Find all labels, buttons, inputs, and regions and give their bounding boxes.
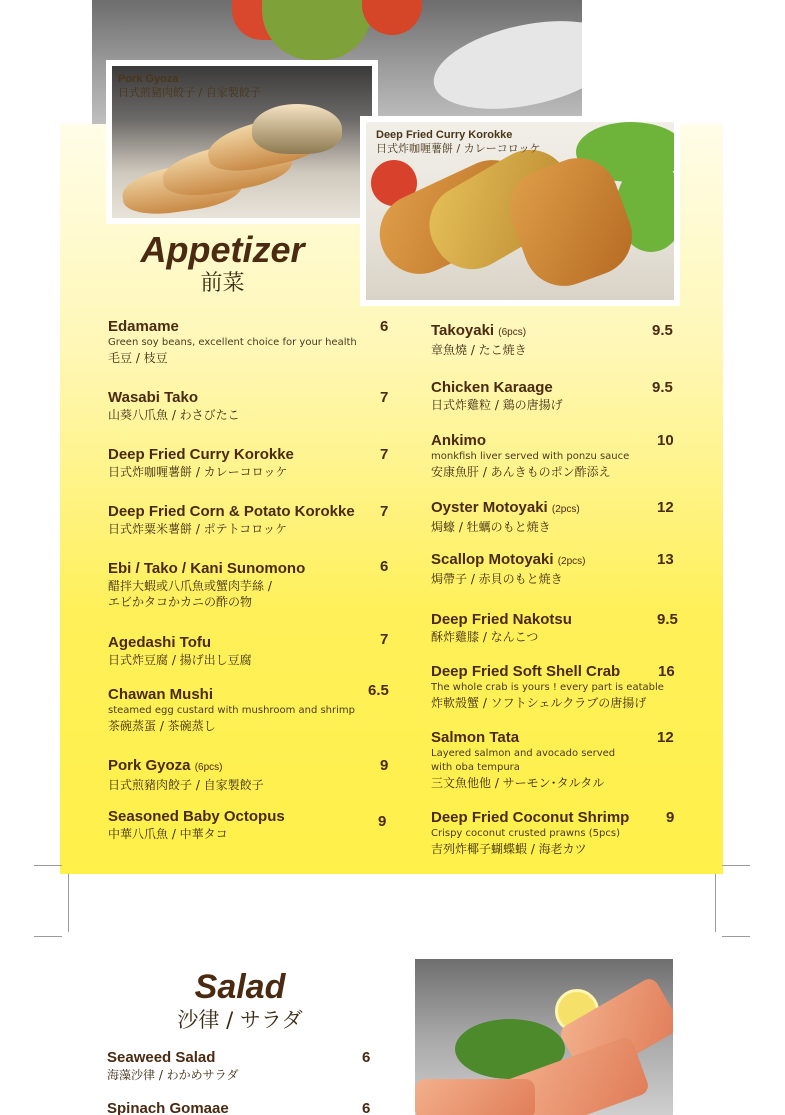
item-price: 6 (362, 1100, 371, 1115)
menu-item (108, 389, 388, 423)
item-name: Deep Fried Coconut Shrimp (431, 809, 630, 826)
item-japanese-name: 章魚燒 / たこ焼き (431, 343, 527, 357)
item-price: 9 (666, 809, 675, 826)
item-japanese-name: 日式炸雞粒 / 鶏の唐揚げ (431, 398, 563, 412)
gyoza-photo-caption (118, 72, 261, 100)
appetizer-subtitle: 前菜 (200, 271, 245, 296)
item-name: Seaweed Salad (107, 1049, 216, 1066)
item-japanese-name: 吉列炸椰子蝴蝶蝦 / 海老カツ (431, 842, 587, 856)
item-price: 7 (380, 389, 389, 406)
item-quantity: (2pcs) (557, 556, 586, 567)
item-japanese-name: 安康魚肝 / あんきものポン酢添え (431, 465, 611, 479)
salad-title: Salad (194, 968, 286, 1006)
item-price: 6 (380, 558, 389, 575)
item-price: 12 (657, 499, 674, 516)
item-price: 9.5 (657, 611, 678, 628)
crop-mark (34, 865, 62, 866)
item-japanese-name: 茶碗蒸蛋 / 茶碗蒸し (108, 719, 216, 733)
item-name: Chicken Karaage (431, 379, 553, 396)
item-japanese-name: 日式炸粟米薯餅 / ポテトコロッケ (108, 522, 287, 536)
item-price: 7 (380, 631, 389, 648)
item-name: Seasoned Baby Octopus (108, 808, 285, 825)
item-name: Salmon Tata (431, 729, 520, 746)
item-name: Deep Fried Nakotsu (431, 611, 572, 628)
item-price: 16 (658, 663, 675, 680)
item-japanese-name: 中華八爪魚 / 中華タコ (108, 827, 228, 841)
item-description-line2: with oba tempura (431, 762, 520, 773)
appetizer-title: Appetizer (140, 229, 305, 270)
item-japanese-name: 日式炸豆腐 / 揚げ出し豆腐 (108, 653, 252, 667)
item-price: 10 (657, 432, 674, 449)
item-japanese-name: 三文魚他他 / サーモン･タルタル (431, 776, 605, 790)
item-description: monkfish liver served with ponzu sauce (431, 451, 630, 462)
item-japanese-name: 炸軟殼蟹 / ソフトシェルクラブの唐揚げ (431, 696, 647, 710)
item-japanese-name: 焗蠔 / 牡蠣のもと焼き (431, 520, 551, 534)
item-name-row (108, 757, 388, 777)
item-name: Deep Fried Corn & Potato Korokke (108, 503, 355, 520)
item-japanese-name: 日式煎豬肉餃子 / 自家製餃子 (108, 778, 264, 792)
item-japanese-name: 酥炸雞膝 / なんこつ (431, 630, 539, 644)
item-description: Crispy coconut crusted prawns (5pcs) (431, 828, 621, 839)
korokke-caption-jp: 日式炸咖喱薯餅 / カレーコロッケ (376, 142, 541, 155)
crop-mark (722, 865, 750, 866)
item-name: Takoyaki (431, 322, 495, 339)
item-price: 9.5 (652, 379, 673, 396)
item-price: 6 (380, 318, 389, 335)
salad-photo (415, 959, 673, 1115)
gyoza-caption-en: Pork Gyoza (118, 73, 179, 85)
item-japanese-name: 山葵八爪魚 / わさびたこ (108, 408, 240, 422)
item-name: Ankimo (431, 432, 487, 449)
salad-subtitle: 沙律 / サラダ (177, 1008, 303, 1032)
menu-item (108, 503, 388, 537)
item-name: Wasabi Tako (108, 389, 199, 406)
item-price: 9.5 (652, 322, 673, 339)
item-price: 6 (362, 1049, 371, 1066)
item-name: Ebi / Tako / Kani Sunomono (108, 560, 306, 577)
item-japanese-name: 焗帶子 / 赤貝のもと焼き (431, 572, 563, 586)
item-name: Chawan Mushi (108, 686, 214, 703)
item-price: 6.5 (368, 682, 389, 699)
item-price: 7 (380, 446, 389, 463)
menu-item (108, 757, 388, 793)
menu-item (108, 686, 388, 734)
gyoza-caption-jp: 日式煎豬肉餃子 / 自家製餃子 (118, 86, 261, 99)
item-price: 12 (657, 729, 674, 746)
item-name: Pork Gyoza (108, 757, 191, 774)
item-description: Layered salmon and avocado served (431, 748, 616, 759)
crop-mark (68, 874, 69, 932)
item-price: 9 (380, 757, 389, 774)
item-name: Oyster Motoyaki (431, 499, 548, 516)
menu-item (108, 808, 388, 842)
item-japanese-name: 毛豆 / 枝豆 (108, 351, 168, 365)
item-description: steamed egg custard with mushroom and shrimp (108, 705, 356, 716)
korokke-photo (366, 122, 674, 300)
menu-item (108, 318, 388, 366)
item-quantity: (2pcs) (551, 504, 580, 515)
item-name: Spinach Gomaae (107, 1100, 229, 1115)
item-name: Edamame (108, 318, 179, 335)
menu-item (107, 1100, 387, 1115)
korokke-photo-caption (376, 128, 540, 156)
item-price: 9 (378, 813, 387, 830)
item-name: Agedashi Tofu (108, 634, 212, 651)
crop-mark (34, 936, 62, 937)
item-description: Green soy beans, excellent choice for your health (108, 337, 357, 348)
menu-item (108, 634, 388, 668)
menu-item (108, 560, 388, 610)
gyoza-photo (112, 66, 372, 218)
item-price: 13 (657, 551, 674, 568)
korokke-caption-en: Deep Fried Curry Korokke (376, 129, 513, 141)
item-japanese-name: 日式炸咖喱薯餅 / カレーコロッケ (108, 465, 288, 479)
item-japanese-name-line2: エビかタコかカニの酢の物 (108, 595, 253, 609)
crop-mark (715, 874, 716, 932)
item-quantity: (6pcs) (194, 762, 223, 773)
item-description: The whole crab is yours ! every part is eatable (431, 682, 664, 693)
item-name: Deep Fried Curry Korokke (108, 446, 294, 463)
item-japanese-name: 海藻沙律 / わかめサラダ (107, 1068, 239, 1082)
item-price: 7 (380, 503, 389, 520)
crop-mark (722, 936, 750, 937)
menu-item (107, 1049, 387, 1083)
menu-item (108, 446, 388, 480)
item-quantity: (6pcs) (498, 327, 527, 338)
item-japanese-name: 醋拌大蝦或八爪魚或蟹肉芋絲 / (108, 579, 272, 593)
item-name: Scallop Motoyaki (431, 551, 554, 568)
item-name: Deep Fried Soft Shell Crab (431, 663, 621, 680)
